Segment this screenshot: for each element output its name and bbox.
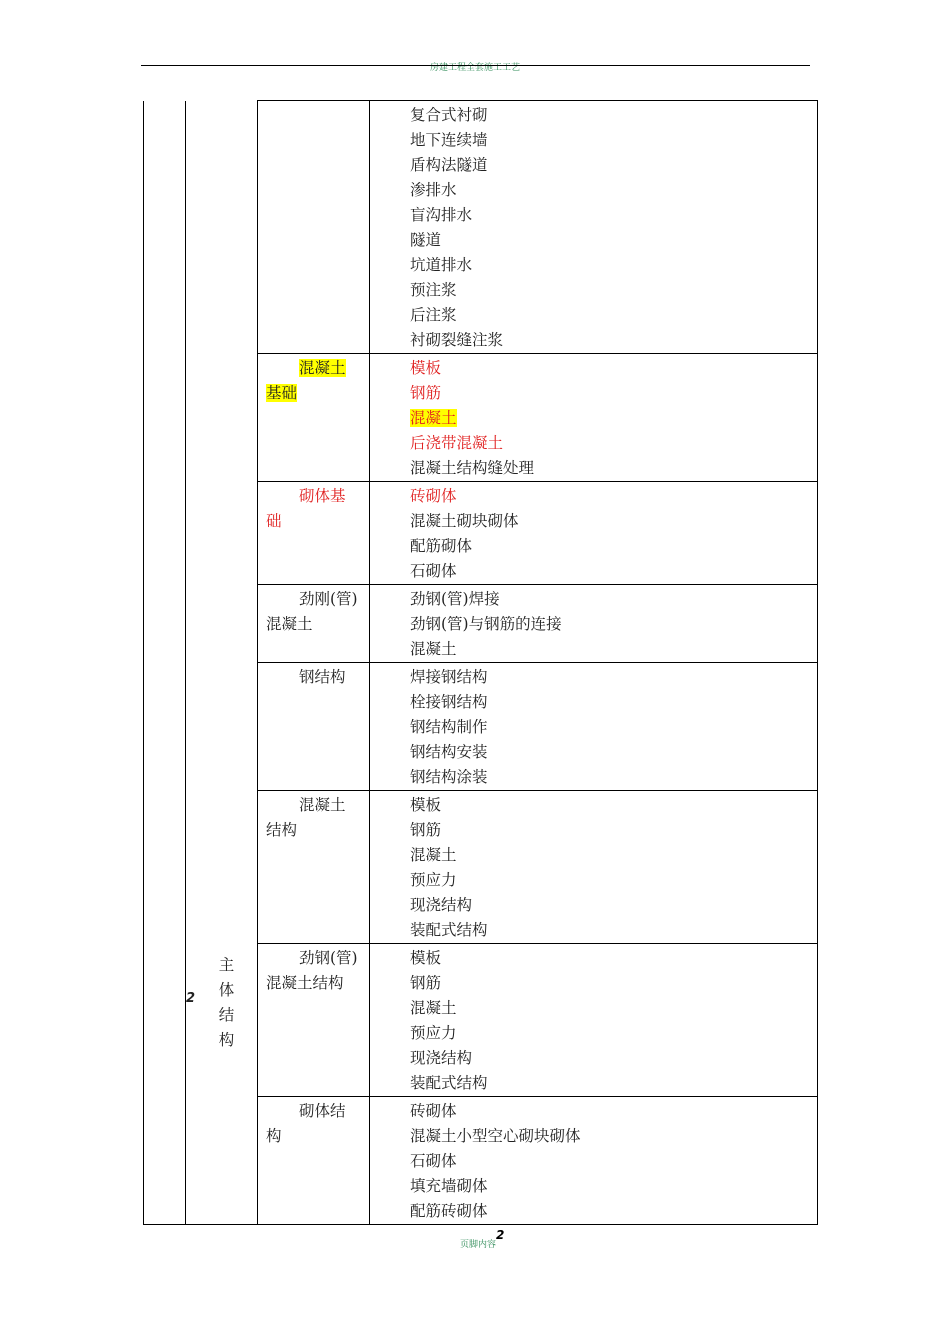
item-list-cell <box>370 1097 818 1225</box>
list-item: 砖砌体 <box>410 1102 457 1120</box>
section-title-cell <box>186 791 258 1225</box>
list-item: 混凝土 <box>410 999 457 1017</box>
list-item: 装配式结构 <box>410 1074 488 1092</box>
page-header-title: 房建工程全套施工工艺 <box>429 63 520 73</box>
list-item: 盲沟排水 <box>410 206 473 224</box>
list-item: 混凝土 <box>410 640 457 658</box>
list-item: 现浇结构 <box>410 896 473 914</box>
list-item: 石砌体 <box>410 562 457 580</box>
list-item: 钢结构涂装 <box>410 768 488 786</box>
sub-item-name-line2: 础 <box>266 512 282 530</box>
list-item: 混凝土 <box>410 846 457 864</box>
item-list-cell <box>370 663 818 791</box>
list-item: 钢筋 <box>410 821 442 839</box>
list-item: 现浇结构 <box>410 1049 473 1067</box>
sub-item-name-cell <box>258 354 370 482</box>
list-item: 配筋砖砌体 <box>410 1202 488 1220</box>
sub-item-name-line2: 构 <box>266 1127 282 1145</box>
sub-item-name-cell <box>258 1097 370 1225</box>
sub-item-name-cell <box>258 585 370 663</box>
list-item: 模板 <box>410 796 442 814</box>
section-title-char: 结 <box>218 1005 235 1024</box>
item-list-cell <box>370 791 818 944</box>
list-item: 衬砌裂缝注浆 <box>410 331 504 349</box>
list-item: 混凝土结构缝处理 <box>410 459 535 477</box>
item-list-cell <box>370 101 818 354</box>
page-number: 2 <box>496 1228 505 1242</box>
sub-item-name-line1: 砌体基 <box>299 487 346 505</box>
list-item: 模板 <box>410 949 442 967</box>
list-item: 预应力 <box>410 1024 457 1042</box>
list-item: 后注浆 <box>410 306 457 324</box>
list-item: 后浇带混凝土 <box>410 434 504 452</box>
sub-item-name-line2: 混凝土结构 <box>266 974 344 992</box>
item-list-cell <box>370 354 818 482</box>
list-item: 填充墙砌体 <box>410 1177 488 1195</box>
list-item: 预注浆 <box>410 281 457 299</box>
list-item: 钢结构安装 <box>410 743 488 761</box>
section-title-char: 主 <box>218 955 235 974</box>
sub-item-name-line1: 钢结构 <box>299 668 346 686</box>
sub-item-name-line2: 结构 <box>266 821 298 839</box>
construction-item-table <box>143 100 818 1225</box>
sub-item-name-line2: 基础 <box>266 384 298 402</box>
list-item: 栓接钢结构 <box>410 693 488 711</box>
section-title-char: 构 <box>218 1030 235 1049</box>
list-item: 钢筋 <box>410 974 442 992</box>
list-item: 配筋砌体 <box>410 537 473 555</box>
item-list-cell <box>370 944 818 1097</box>
item-list-cell <box>370 585 818 663</box>
section-number-cell-top <box>144 101 186 791</box>
list-item: 坑道排水 <box>410 256 473 274</box>
sub-item-name-cell <box>258 482 370 585</box>
list-item: 混凝土小型空心砌块砌体 <box>410 1127 581 1145</box>
sub-item-name-cell <box>258 101 370 354</box>
list-item: 焊接钢结构 <box>410 668 488 686</box>
list-item: 盾构法隧道 <box>410 156 488 174</box>
list-item: 装配式结构 <box>410 921 488 939</box>
sub-item-name-cell <box>258 944 370 1097</box>
list-item: 模板 <box>410 359 442 377</box>
sub-item-name-line1: 混凝土 <box>299 359 346 377</box>
sub-item-name-line2: 混凝土 <box>266 615 313 633</box>
sub-item-name-cell <box>258 791 370 944</box>
item-list-cell <box>370 482 818 585</box>
section-title-char: 体 <box>218 980 235 999</box>
list-item: 劲钢(管)与钢筋的连接 <box>410 615 562 633</box>
section-number-cell <box>144 791 196 1225</box>
sub-item-name-line1: 劲钢(管) <box>299 949 358 967</box>
sub-item-name-line1: 混凝土 <box>299 796 346 814</box>
page-footer <box>460 1228 505 1250</box>
list-item: 预应力 <box>410 871 457 889</box>
list-item: 钢筋 <box>410 384 442 402</box>
sub-item-name-line1: 砌体结 <box>299 1102 346 1120</box>
header-divider <box>141 65 810 66</box>
list-item: 渗排水 <box>410 181 457 199</box>
sub-item-name-cell <box>258 663 370 791</box>
list-item: 钢结构制作 <box>410 718 488 736</box>
list-item: 隧道 <box>410 231 442 249</box>
footer-label: 页脚内容 <box>460 1240 497 1250</box>
section-title-cell-top <box>186 101 258 791</box>
list-item: 石砌体 <box>410 1152 457 1170</box>
section-number: 2 <box>186 990 196 1006</box>
list-item: 砖砌体 <box>410 487 457 505</box>
sub-item-name-line1: 劲刚(管) <box>299 590 358 608</box>
list-item: 混凝土砌块砌体 <box>410 512 519 530</box>
list-item: 复合式衬砌 <box>410 106 488 124</box>
list-item: 劲钢(管)焊接 <box>410 590 500 608</box>
list-item: 混凝土 <box>410 409 457 427</box>
list-item: 地下连续墙 <box>410 131 488 149</box>
